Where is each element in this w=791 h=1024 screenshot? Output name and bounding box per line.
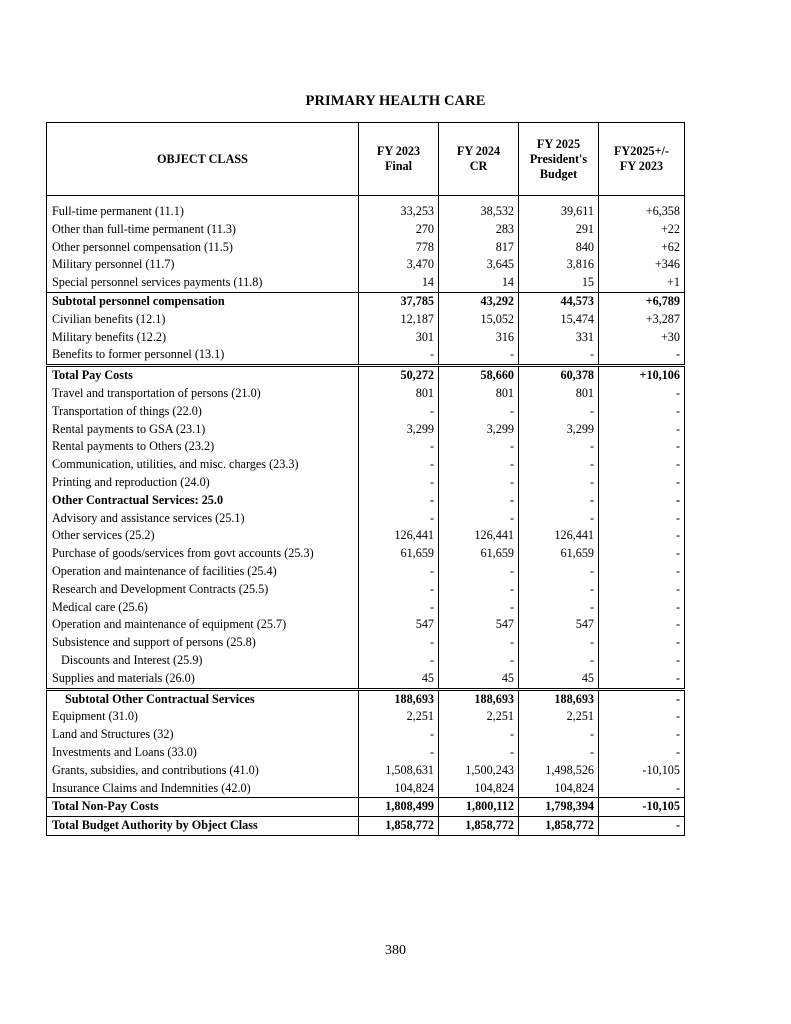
diff-value: -10,105 [599,798,685,817]
row-label: Advisory and assistance services (25.1) [47,510,359,528]
diff-value: - [599,403,685,421]
fy2024-value: - [439,438,519,456]
diff-value: - [599,708,685,726]
diff-value: +6,358 [599,196,685,221]
fy2025-value: - [519,652,599,670]
diff-value: - [599,817,685,836]
table-row [47,599,685,617]
header-fy2025-line2: President's [529,151,588,166]
fy2023-value: 3,470 [359,256,439,274]
table-row [47,221,685,239]
fy2025-value: 840 [519,239,599,257]
diff-value: +22 [599,221,685,239]
fy2024-value: 15,052 [439,311,519,329]
row-label: Civilian benefits (12.1) [47,311,359,329]
row-label: Full-time permanent (11.1) [47,196,359,221]
fy2024-value: 1,858,772 [439,817,519,836]
fy2023-value: 1,508,631 [359,762,439,780]
fy2024-value: 104,824 [439,780,519,798]
fy2025-value: - [519,581,599,599]
table-row [47,366,685,385]
diff-value: - [599,581,685,599]
fy2025-value: 291 [519,221,599,239]
fy2025-value: 39,611 [519,196,599,221]
diff-value: - [599,634,685,652]
row-label: Operation and maintenance of equipment (25.7) [47,616,359,634]
fy2023-value: 3,299 [359,421,439,439]
fy2024-value: 283 [439,221,519,239]
diff-value: - [599,744,685,762]
row-label: Other than full-time permanent (11.3) [47,221,359,239]
header-fy2023-line1: FY 2023 [376,144,421,158]
table-row [47,311,685,329]
fy2023-value: - [359,438,439,456]
table-row [47,492,685,510]
fy2023-value: 1,808,499 [359,798,439,817]
row-label: Communication, utilities, and misc. charges (23.3) [47,456,359,474]
fy2024-value: 58,660 [439,366,519,385]
fy2025-value: 188,693 [519,689,599,708]
fy2024-value: 188,693 [439,689,519,708]
row-label: Purchase of goods/services from govt accounts (25.3) [47,545,359,563]
diff-value: - [599,438,685,456]
fy2024-value: 1,800,112 [439,798,519,817]
fy2023-value: 12,187 [359,311,439,329]
row-label: Rental payments to GSA (23.1) [47,421,359,439]
table-row [47,726,685,744]
fy2025-value: - [519,474,599,492]
fy2024-value: - [439,563,519,581]
header-object-class: OBJECT CLASS [47,123,359,196]
diff-value: - [599,385,685,403]
fy2025-value: 2,251 [519,708,599,726]
fy2025-value: 44,573 [519,292,599,310]
table-row [47,239,685,257]
diff-value: - [599,421,685,439]
row-label: Investments and Loans (33.0) [47,744,359,762]
fy2025-value: - [519,492,599,510]
fy2023-value: 547 [359,616,439,634]
fy2024-value: 45 [439,670,519,689]
row-label: Medical care (25.6) [47,599,359,617]
fy2025-value: 15,474 [519,311,599,329]
table-row [47,385,685,403]
table-row [47,744,685,762]
fy2024-value: 817 [439,239,519,257]
table-row [47,274,685,292]
fy2025-value: - [519,634,599,652]
fy2024-value: - [439,599,519,617]
diff-value: - [599,474,685,492]
fy2024-value: 38,532 [439,196,519,221]
row-label: Travel and transportation of persons (21.0) [47,385,359,403]
fy2024-value: 61,659 [439,545,519,563]
row-label: Insurance Claims and Indemnities (42.0) [47,780,359,798]
row-label: Equipment (31.0) [47,708,359,726]
row-label: Total Pay Costs [47,366,359,385]
table-row [47,329,685,347]
fy2024-value: 547 [439,616,519,634]
fy2023-value: 270 [359,221,439,239]
table-row [47,780,685,798]
header-fy2025-line1: FY 2025 [536,136,581,151]
fy2023-value: 45 [359,670,439,689]
fy2025-value: - [519,346,599,365]
fy2025-value: - [519,744,599,762]
fy2024-value: - [439,474,519,492]
fy2025-value: - [519,438,599,456]
table-row [47,438,685,456]
table-row [47,652,685,670]
diff-value: - [599,652,685,670]
fy2023-value: 778 [359,239,439,257]
fy2024-value: 2,251 [439,708,519,726]
header-fy2023-line2: Final [384,159,413,173]
fy2023-value: - [359,744,439,762]
fy2023-value: - [359,652,439,670]
diff-value: - [599,726,685,744]
row-label: Total Budget Authority by Object Class [47,817,359,836]
fy2024-value: 316 [439,329,519,347]
fy2024-value: 801 [439,385,519,403]
fy2023-value: 61,659 [359,545,439,563]
fy2024-value: - [439,510,519,528]
table-row [47,545,685,563]
fy2023-value: - [359,346,439,365]
diff-value: - [599,780,685,798]
fy2023-value: - [359,726,439,744]
table-row [47,196,685,221]
fy2025-value: 801 [519,385,599,403]
fy2023-value: - [359,581,439,599]
fy2023-value: - [359,474,439,492]
diff-value: +10,106 [599,366,685,385]
fy2023-value: 37,785 [359,292,439,310]
fy2023-value: 14 [359,274,439,292]
fy2023-value: 188,693 [359,689,439,708]
row-label: Rental payments to Others (23.2) [47,438,359,456]
fy2025-value: - [519,726,599,744]
fy2023-value: 50,272 [359,366,439,385]
table-row [47,292,685,310]
fy2025-value: 547 [519,616,599,634]
row-label: Military benefits (12.2) [47,329,359,347]
table-row [47,403,685,421]
diff-value: - [599,563,685,581]
row-label: Supplies and materials (26.0) [47,670,359,689]
table-row [47,708,685,726]
row-label: Benefits to former personnel (13.1) [47,346,359,365]
header-fy2025 [519,123,599,196]
fy2023-value: - [359,563,439,581]
diff-value: - [599,346,685,365]
row-label: Land and Structures (32) [47,726,359,744]
diff-value: +30 [599,329,685,347]
table-row [47,474,685,492]
fy2025-value: 126,441 [519,527,599,545]
fy2025-value: 3,299 [519,421,599,439]
diff-value: - [599,599,685,617]
table-row [47,510,685,528]
diff-value: +62 [599,239,685,257]
diff-value: +1 [599,274,685,292]
diff-value: - [599,492,685,510]
fy2023-value: - [359,403,439,421]
fy2023-value: - [359,492,439,510]
fy2023-value: 126,441 [359,527,439,545]
fy2025-value: - [519,403,599,421]
diff-value: +3,287 [599,311,685,329]
fy2023-value: 104,824 [359,780,439,798]
row-label: Printing and reproduction (24.0) [47,474,359,492]
fy2025-value: 1,798,394 [519,798,599,817]
diff-value: - [599,545,685,563]
fy2024-value: - [439,652,519,670]
fy2025-value: 104,824 [519,780,599,798]
row-label: Military personnel (11.7) [47,256,359,274]
fy2023-value: 301 [359,329,439,347]
table-row [47,527,685,545]
fy2025-value: 45 [519,670,599,689]
row-label: Total Non-Pay Costs [47,798,359,817]
row-label: Subtotal Other Contractual Services [47,689,359,708]
row-label: Subtotal personnel compensation [47,292,359,310]
fy2025-value: 1,498,526 [519,762,599,780]
fy2023-value: 2,251 [359,708,439,726]
diff-value: - [599,670,685,689]
fy2024-value: - [439,403,519,421]
diff-value: - [599,689,685,708]
table-row [47,762,685,780]
fy2024-value: 1,500,243 [439,762,519,780]
fy2025-value: 15 [519,274,599,292]
fy2025-value: 60,378 [519,366,599,385]
row-label: Subsistence and support of persons (25.8) [47,634,359,652]
table-row [47,256,685,274]
fy2024-value: - [439,744,519,762]
fy2025-value: 1,858,772 [519,817,599,836]
fy2024-value: 126,441 [439,527,519,545]
header-diff-line2: FY 2023 [619,159,664,173]
row-label: Discounts and Interest (25.9) [47,652,359,670]
table-row [47,346,685,365]
fy2024-value: - [439,346,519,365]
fy2023-value: - [359,510,439,528]
table-row [47,798,685,817]
fy2024-value: - [439,492,519,510]
fy2024-value: 43,292 [439,292,519,310]
fy2024-value: 14 [439,274,519,292]
fy2023-value: 33,253 [359,196,439,221]
fy2025-value: - [519,599,599,617]
fy2025-value: - [519,510,599,528]
page-number: 380 [385,943,406,958]
table-header-row [47,123,685,196]
header-diff [599,123,685,196]
fy2025-value: - [519,456,599,474]
fy2025-value: 61,659 [519,545,599,563]
table-body [47,196,685,836]
row-label: Other services (25.2) [47,527,359,545]
table-row [47,616,685,634]
fy2024-value: 3,299 [439,421,519,439]
fy2023-value: 801 [359,385,439,403]
table-row [47,817,685,836]
row-label: Other personnel compensation (11.5) [47,239,359,257]
diff-value: +346 [599,256,685,274]
fy2024-value: - [439,726,519,744]
table-row [47,581,685,599]
header-fy2023 [359,123,439,196]
header-fy2024-line1: FY 2024 [456,144,501,158]
row-label: Other Contractual Services: 25.0 [47,492,359,510]
fy2025-value: 3,816 [519,256,599,274]
page-title: PRIMARY HEALTH CARE [305,93,486,109]
header-fy2024 [439,123,519,196]
table-row [47,421,685,439]
object-class-table [46,122,685,836]
header-diff-line1: FY2025+/- [613,144,669,158]
diff-value: - [599,456,685,474]
table-row [47,634,685,652]
table-row [47,689,685,708]
row-label: Research and Development Contracts (25.5) [47,581,359,599]
fy2024-value: - [439,456,519,474]
fy2023-value: - [359,599,439,617]
diff-value: - [599,616,685,634]
fy2023-value: - [359,634,439,652]
row-label: Grants, subsidies, and contributions (41.0) [47,762,359,780]
row-label: Transportation of things (22.0) [47,403,359,421]
header-fy2024-line2: CR [469,159,488,173]
table-row [47,456,685,474]
diff-value: -10,105 [599,762,685,780]
diff-value: +6,789 [599,292,685,310]
fy2024-value: - [439,581,519,599]
row-label: Special personnel services payments (11.8) [47,274,359,292]
fy2023-value: 1,858,772 [359,817,439,836]
header-fy2025-line3: Budget [539,166,578,181]
fy2024-value: 3,645 [439,256,519,274]
fy2025-value: 331 [519,329,599,347]
fy2025-value: - [519,563,599,581]
table-row [47,670,685,689]
row-label: Operation and maintenance of facilities (25.4) [47,563,359,581]
fy2024-value: - [439,634,519,652]
diff-value: - [599,510,685,528]
table-row [47,563,685,581]
fy2023-value: - [359,456,439,474]
diff-value: - [599,527,685,545]
